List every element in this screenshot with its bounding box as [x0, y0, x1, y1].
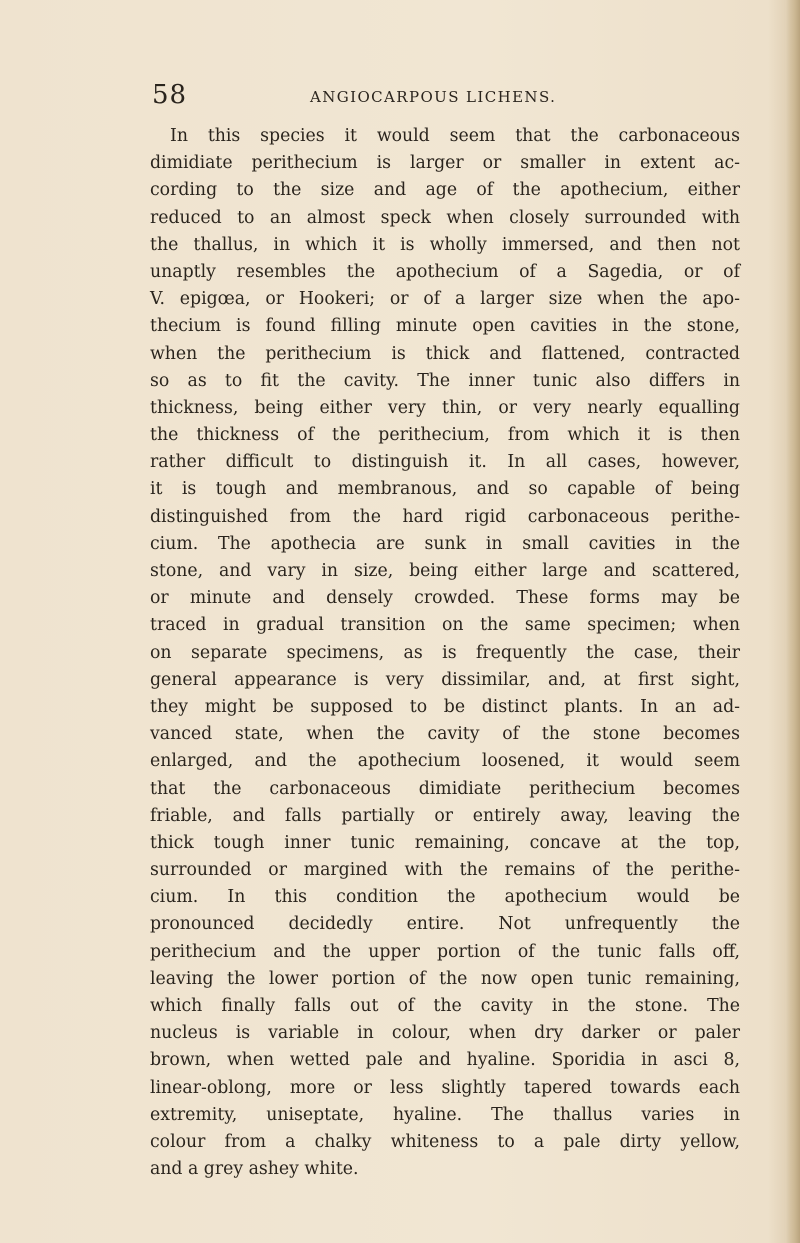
text-line: friable, and falls partially or entirely away, leaving the: [150, 805, 740, 826]
text-line: reduced to an almost speck when closely surrounded with: [150, 207, 740, 228]
text-line: cium. In this condition the apothecium would be: [150, 887, 740, 908]
text-line: In this species it would seem that the carbonaceous: [170, 126, 740, 146]
text-line: perithecium and the upper portion of the tunic falls off,: [150, 941, 740, 962]
text-line: distinguished from the hard rigid carbonaceous perithe-: [150, 506, 740, 527]
text-line: when the perithecium is thick and flattened, contracted: [150, 343, 740, 364]
text-line: leaving the lower portion of the now open tunic remaining,: [150, 968, 740, 989]
text-line: stone, and vary in size, being either large and scattered,: [150, 561, 740, 581]
text-line: rather difficult to distinguish it. In all cases, however,: [150, 452, 740, 473]
text-line: enlarged, and the apothecium loosened, it would seem: [150, 751, 740, 772]
text-line: nucleus is variable in colour, when dry darker or paler: [150, 1023, 740, 1044]
text-line: cording to the size and age of the apothecium, either: [150, 180, 740, 201]
text-line: the thickness of the perithecium, from which it is then: [150, 425, 740, 446]
text-line: traced in gradual transition on the same specimen; when: [150, 615, 740, 636]
text-line: surrounded or margined with the remains of the perithe-: [150, 860, 740, 881]
text-line: and a grey ashey white.: [150, 1159, 359, 1180]
text-line: cium. The apothecia are sunk in small cavities in the: [150, 533, 740, 554]
page-header: [152, 80, 734, 116]
text-line: brown, when wetted pale and hyaline. Sporidia in asci 8,: [150, 1050, 740, 1071]
text-line: dimidiate perithecium is larger or smaller in extent ac-: [150, 153, 740, 174]
text-line: colour from a chalky whiteness to a pale dirty yellow,: [150, 1131, 740, 1152]
text-line: vanced state, when the cavity of the stone becomes: [150, 724, 740, 745]
page-number: 58: [152, 80, 188, 110]
text-line: V. epigœa, or Hookeri; or of a larger size when the apo-: [150, 289, 740, 310]
text-line: thecium is found filling minute open cavities in the stone,: [150, 316, 740, 337]
text-line: which finally falls out of the cavity in the stone. The: [150, 996, 740, 1016]
page-edge-shadow: [786, 0, 800, 1243]
text-line: unaptly resembles the apothecium of a Sagedia, or of: [150, 261, 740, 282]
text-line: so as to fit the cavity. The inner tunic also differs in: [150, 370, 740, 391]
text-line: pronounced decidedly entire. Not unfrequently the: [150, 914, 740, 935]
text-line: they might be supposed to be distinct plants. In an ad-: [150, 696, 740, 717]
text-line: thickness, being either very thin, or very nearly equalling: [150, 397, 740, 418]
text-line: the thallus, in which it is wholly immersed, and then not: [150, 234, 740, 255]
text-line: general appearance is very dissimilar, and, at first sight,: [150, 669, 740, 690]
text-line: linear-oblong, more or less slightly tapered towards each: [150, 1077, 740, 1098]
text-line: or minute and densely crowded. These forms may be: [150, 588, 740, 609]
body-paragraph: [150, 123, 740, 1183]
text-line: thick tough inner tunic remaining, concave at the top,: [150, 832, 740, 853]
text-line: it is tough and membranous, and so capable of being: [150, 479, 740, 500]
text-line: extremity, uniseptate, hyaline. The thallus varies in: [150, 1104, 740, 1125]
text-line: on separate specimens, as is frequently the case, their: [150, 642, 740, 663]
running-head: ANGIOCARPOUS LICHENS.: [310, 88, 557, 106]
text-line: that the carbonaceous dimidiate perithecium becomes: [150, 778, 740, 799]
